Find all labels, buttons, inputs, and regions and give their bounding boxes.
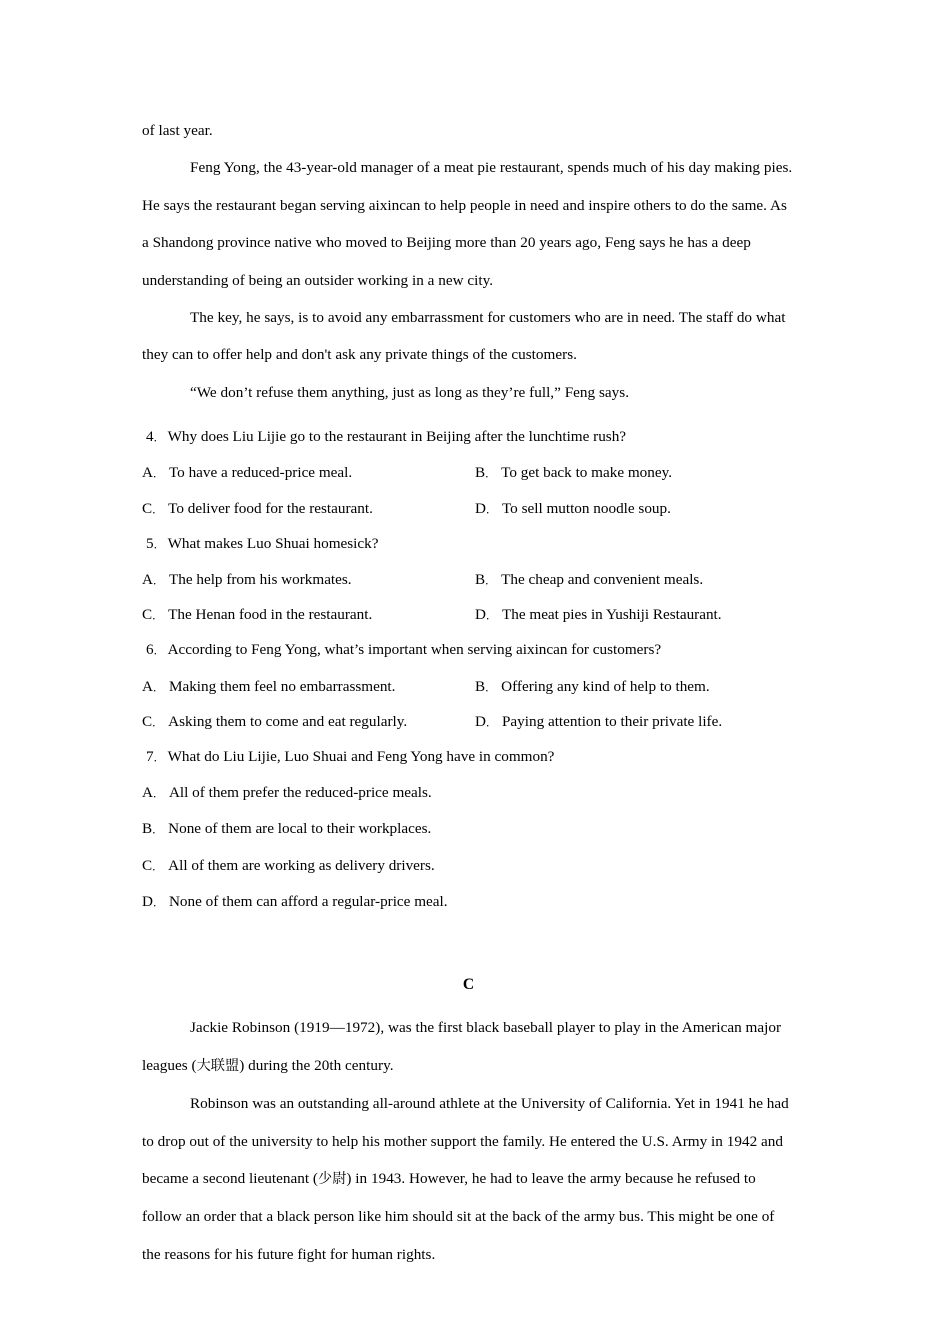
option-text: All of them prefer the reduced-price meals. [168, 784, 432, 802]
option-text: All of them are working as delivery drivers. [168, 856, 435, 874]
option-text: To sell mutton noodle soup. [501, 499, 671, 517]
option-c-5[interactable] [142, 597, 372, 633]
question-number-6: 6 [146, 641, 154, 659]
option-letter: D [475, 712, 486, 730]
option-text: Offering any kind of help to them. [501, 677, 710, 695]
option-text: Making them feel no embarrassment. [168, 677, 396, 695]
option-separator [485, 669, 494, 705]
option-letter: A [142, 464, 153, 482]
paragraph-text-part-2: ) during the 20th century. [239, 1056, 394, 1074]
option-row [142, 491, 795, 526]
question-separator [154, 739, 163, 775]
question-separator [154, 419, 163, 455]
question-stem-4 [142, 419, 795, 455]
option-letter: A [142, 677, 153, 695]
section-spacer [142, 920, 795, 966]
paragraph-text-part-1: Jackie Robinson (1919—1972), was the first black baseball player to play in the American major leagues ( [142, 1019, 782, 1074]
paragraph-the-key: The key, he says, is to avoid any embarrassment for customers who are in need. The staff do what they can to offer help and don't ask any private things of the customers. [142, 309, 786, 364]
option-separator [485, 562, 494, 598]
option-letter: A [142, 784, 153, 802]
option-separator [486, 597, 495, 633]
option-a-6[interactable] [142, 669, 395, 705]
option-separator [152, 811, 161, 847]
option-b-5[interactable] [475, 562, 703, 598]
option-row [142, 597, 795, 632]
option-separator [485, 455, 494, 491]
question-text-5: What makes Luo Shuai homesick? [167, 534, 379, 552]
section-heading-c: C [462, 976, 475, 993]
question-number-5: 5 [146, 534, 154, 552]
question-text-4: Why does Liu Lijie go to the restaurant in Beijing after the lunchtime rush? [167, 428, 627, 446]
option-d-5[interactable] [475, 597, 722, 633]
option-row [142, 455, 795, 490]
option-text: None of them are local to their workplaces. [168, 820, 432, 838]
option-letter: D [475, 606, 486, 624]
option-b-4[interactable] [475, 455, 672, 491]
option-letter: A [142, 571, 153, 589]
option-letter: B [475, 571, 486, 589]
option-b-6[interactable] [475, 669, 710, 705]
paragraph-robinson-athlete [142, 1085, 795, 1273]
paragraph-quote: “We don’t refuse them anything, just as long as they’re full,” Feng says. [190, 383, 630, 401]
option-letter: B [475, 677, 486, 695]
option-separator [486, 491, 495, 527]
option-d-4[interactable] [475, 491, 671, 527]
document-text-block [142, 112, 795, 1273]
option-text: The help from his workmates. [168, 571, 352, 589]
option-text: The cheap and convenient meals. [501, 571, 704, 589]
option-separator [153, 455, 162, 491]
option-separator [153, 562, 162, 598]
question-stem-5 [142, 526, 795, 562]
option-text: To have a reduced-price meal. [168, 464, 353, 482]
option-letter: C [142, 856, 153, 874]
question-text-7: What do Liu Lijie, Luo Shuai and Feng Yong have in common? [167, 747, 555, 765]
chinese-gloss-lieutenant: 少尉 [317, 1171, 347, 1188]
option-letter: B [475, 464, 486, 482]
question-item-4 [142, 419, 795, 526]
option-text: To deliver food for the restaurant. [168, 499, 373, 517]
option-separator [153, 669, 162, 705]
option-text: Paying attention to their private life. [501, 712, 723, 730]
option-d-7[interactable] [142, 884, 795, 920]
option-separator [153, 884, 162, 920]
option-separator [152, 848, 161, 884]
option-c-4[interactable] [142, 491, 373, 527]
option-letter: C [142, 712, 153, 730]
option-row [142, 562, 795, 597]
question-item-7 [142, 739, 795, 920]
option-a-7[interactable] [142, 775, 795, 811]
option-letter: C [142, 499, 153, 517]
question-number-7: 7 [146, 747, 154, 765]
question-item-5 [142, 526, 795, 633]
option-letter: C [142, 606, 153, 624]
question-stem-7 [142, 739, 795, 775]
question-list [142, 419, 795, 920]
option-letter: D [142, 892, 153, 910]
paragraph-text-part-1: Robinson was an outstanding all-around athlete at the University of California. Yet in 1941 he had to drop out of the university to help his mother support the family. He entered the U.S. Army in 1942 and became a second lieutenant ( [142, 1095, 789, 1188]
question-number-4: 4 [146, 428, 154, 446]
question-stem-6 [142, 632, 795, 668]
question-item-6 [142, 632, 795, 739]
paragraph-jackie-robinson-intro [142, 1009, 795, 1085]
chinese-gloss-major-league: 大联盟 [196, 1057, 240, 1074]
option-text: To get back to make money. [501, 464, 673, 482]
option-text: The Henan food in the restaurant. [168, 606, 373, 624]
option-text: None of them can afford a regular-price meal. [168, 892, 448, 910]
option-letter: D [475, 499, 486, 517]
question-separator [154, 526, 163, 562]
paragraph-feng-yong: Feng Yong, the 43-year-old manager of a meat pie restaurant, spends much of his day making pies. He says the restaurant began serving aixincan to help people in need and inspire others to do the same. As a Shandong province native who moved to Beijing more than 20 years ago, Feng says he has a deep understanding of being an outsider working in a new city. [142, 159, 793, 289]
option-c-7[interactable] [142, 848, 795, 884]
option-a-5[interactable] [142, 562, 352, 598]
option-separator [486, 704, 495, 740]
option-d-6[interactable] [475, 704, 722, 740]
option-separator [153, 775, 162, 811]
option-text: Asking them to come and eat regularly. [168, 712, 408, 730]
option-separator [152, 597, 161, 633]
option-row [142, 669, 795, 704]
question-text-6: According to Feng Yong, what’s important when serving aixincan for customers? [167, 641, 662, 659]
option-row [142, 704, 795, 739]
option-a-4[interactable] [142, 455, 352, 491]
option-b-7[interactable] [142, 811, 795, 847]
paragraph-continuation: of last year. [142, 122, 213, 139]
option-c-6[interactable] [142, 704, 407, 740]
option-separator [152, 491, 161, 527]
option-separator [152, 704, 161, 740]
option-text: The meat pies in Yushiji Restaurant. [501, 606, 722, 624]
paragraph-text-part-2: ) in 1943. However, he had to leave the army because he refused to follow an order that a black person like him should sit at the back of the army bus. This might be one of the reasons for his future fight for human rights. [142, 1170, 775, 1263]
option-letter: B [142, 820, 153, 838]
question-separator [154, 632, 163, 668]
